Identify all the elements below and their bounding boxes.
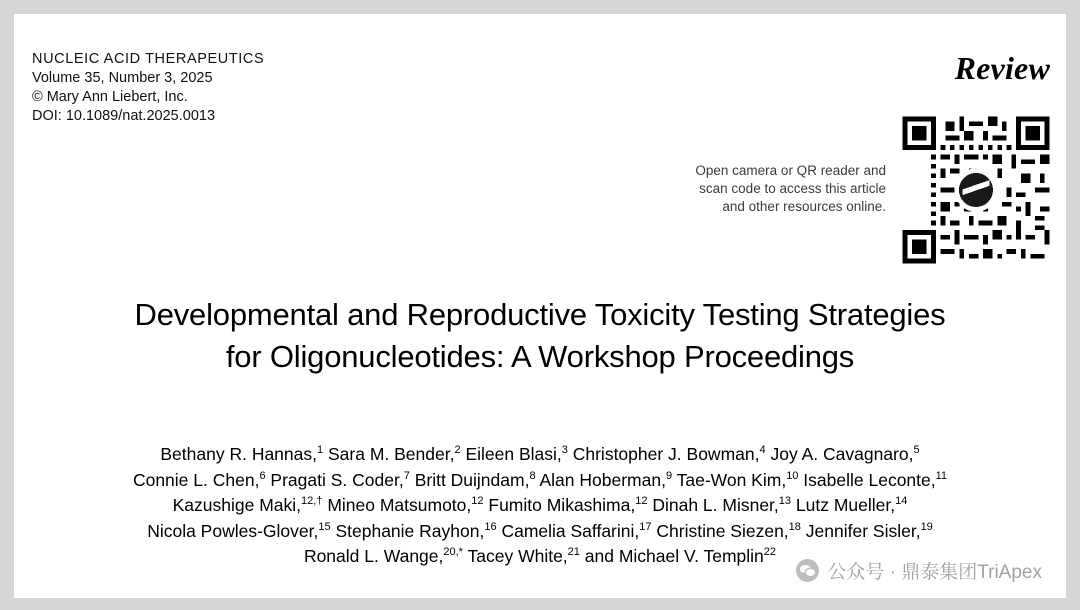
- page-edge-top: [0, 0, 1080, 14]
- author-name: Isabelle Leconte,: [798, 469, 936, 490]
- title-line-2: for Oligonucleotides: A Workshop Proceedings: [225, 339, 855, 374]
- author-name: Sara M. Bender,: [323, 444, 455, 464]
- author-name: Lutz Mueller,: [791, 495, 896, 515]
- qr-caption-line-1: Open camera or QR reader and: [695, 163, 886, 178]
- qr-caption-line-2: scan code to access this article: [699, 181, 886, 196]
- author-name: Pragati S. Coder,: [265, 469, 404, 490]
- author-affiliation-marker: 3: [561, 444, 568, 457]
- author-affiliation-marker: 5: [913, 444, 920, 457]
- author-affiliation-marker: 18: [788, 520, 801, 533]
- author-name: Nicola Powles-Glover,: [147, 520, 319, 541]
- author-affiliation-marker: 10: [786, 469, 799, 482]
- author-affiliation-marker: 11: [935, 469, 948, 482]
- journal-name: NUCLEIC ACID THERAPEUTICS: [32, 51, 265, 67]
- author-affiliation-marker: 6: [259, 469, 266, 482]
- author-name: Christopher J. Bowman,: [567, 444, 760, 464]
- author-line: [38, 468, 1042, 494]
- author-name: Ronald L. Wange,: [303, 546, 444, 566]
- page-sheet: [14, 14, 1066, 598]
- article-type-label: Review: [954, 50, 1050, 86]
- journal-doi: DOI: 10.1089/nat.2025.0013: [32, 108, 216, 124]
- qr-caption: [636, 162, 886, 216]
- author-affiliation-marker: 22: [763, 546, 777, 559]
- author-name: Tacey White,: [462, 546, 568, 566]
- author-name: Bethany R. Hannas,: [160, 444, 317, 464]
- journal-masthead: [32, 50, 264, 126]
- author-name: Stephanie Rayhon,: [330, 520, 485, 541]
- page-edge-right: [1066, 0, 1080, 610]
- author-name: Alan Hoberman,: [535, 469, 666, 490]
- page-title: [34, 294, 1046, 378]
- author-name: Kazushige Maki,: [172, 495, 302, 515]
- author-name: Mineo Matsumoto,: [322, 495, 472, 515]
- qr-code-svg: [898, 112, 1054, 268]
- qr-caption-line-3: and other resources online.: [722, 199, 886, 214]
- watermark: [796, 557, 1042, 584]
- title-line-1: Developmental and Reproductive Toxicity Testing Strategies: [134, 297, 946, 332]
- wechat-icon: [796, 559, 819, 582]
- author-name: Christine Siezen,: [651, 520, 789, 541]
- author-affiliation-marker: 7: [403, 469, 410, 482]
- author-name: Jennifer Sisler,: [800, 520, 921, 541]
- author-name: Fumito Mikashima,: [483, 495, 636, 515]
- page-edge-left: [0, 0, 14, 610]
- author-affiliation-marker: 15: [318, 520, 331, 533]
- author-line: [38, 442, 1042, 468]
- author-affiliation-marker: 8: [529, 469, 536, 482]
- author-name: Eileen Blasi,: [460, 444, 562, 464]
- author-affiliation-marker: 19: [920, 520, 933, 533]
- author-affiliation-marker: 1: [317, 444, 324, 457]
- author-affiliation-marker: 14: [895, 495, 908, 508]
- author-name: and Michael V. Templin: [579, 546, 764, 566]
- author-name: Connie L. Chen,: [132, 469, 260, 490]
- author-affiliation-marker: 20,*: [443, 546, 463, 559]
- author-affiliation-marker: 17: [639, 520, 652, 533]
- author-name: Camelia Saffarini,: [496, 520, 640, 541]
- author-affiliation-marker: 2: [454, 444, 461, 457]
- author-line: [38, 519, 1042, 545]
- author-affiliation-marker: 12: [471, 495, 484, 508]
- journal-publisher: © Mary Ann Liebert, Inc.: [32, 89, 188, 105]
- journal-volume: Volume 35, Number 3, 2025: [32, 70, 213, 86]
- qr-code-icon[interactable]: [898, 112, 1054, 268]
- author-name: Britt Duijndam,: [409, 469, 530, 490]
- author-affiliation-marker: 4: [759, 444, 766, 457]
- author-affiliation-marker: 12,†: [301, 495, 323, 508]
- author-name: Joy A. Cavagnaro,: [765, 444, 914, 464]
- author-affiliation-marker: 12: [635, 495, 648, 508]
- author-affiliation-marker: 13: [778, 495, 792, 508]
- author-name: Dinah L. Misner,: [647, 495, 779, 515]
- author-list: [38, 442, 1042, 570]
- author-affiliation-marker: 16: [484, 520, 497, 533]
- author-affiliation-marker: 9: [665, 469, 673, 482]
- watermark-text: 公众号 · 鼎泰集团TriApex: [827, 562, 1042, 583]
- author-line: [38, 493, 1042, 519]
- page-edge-bottom: [0, 598, 1080, 610]
- author-affiliation-marker: 21: [567, 546, 580, 559]
- author-name: Tae-Won Kim,: [672, 469, 787, 490]
